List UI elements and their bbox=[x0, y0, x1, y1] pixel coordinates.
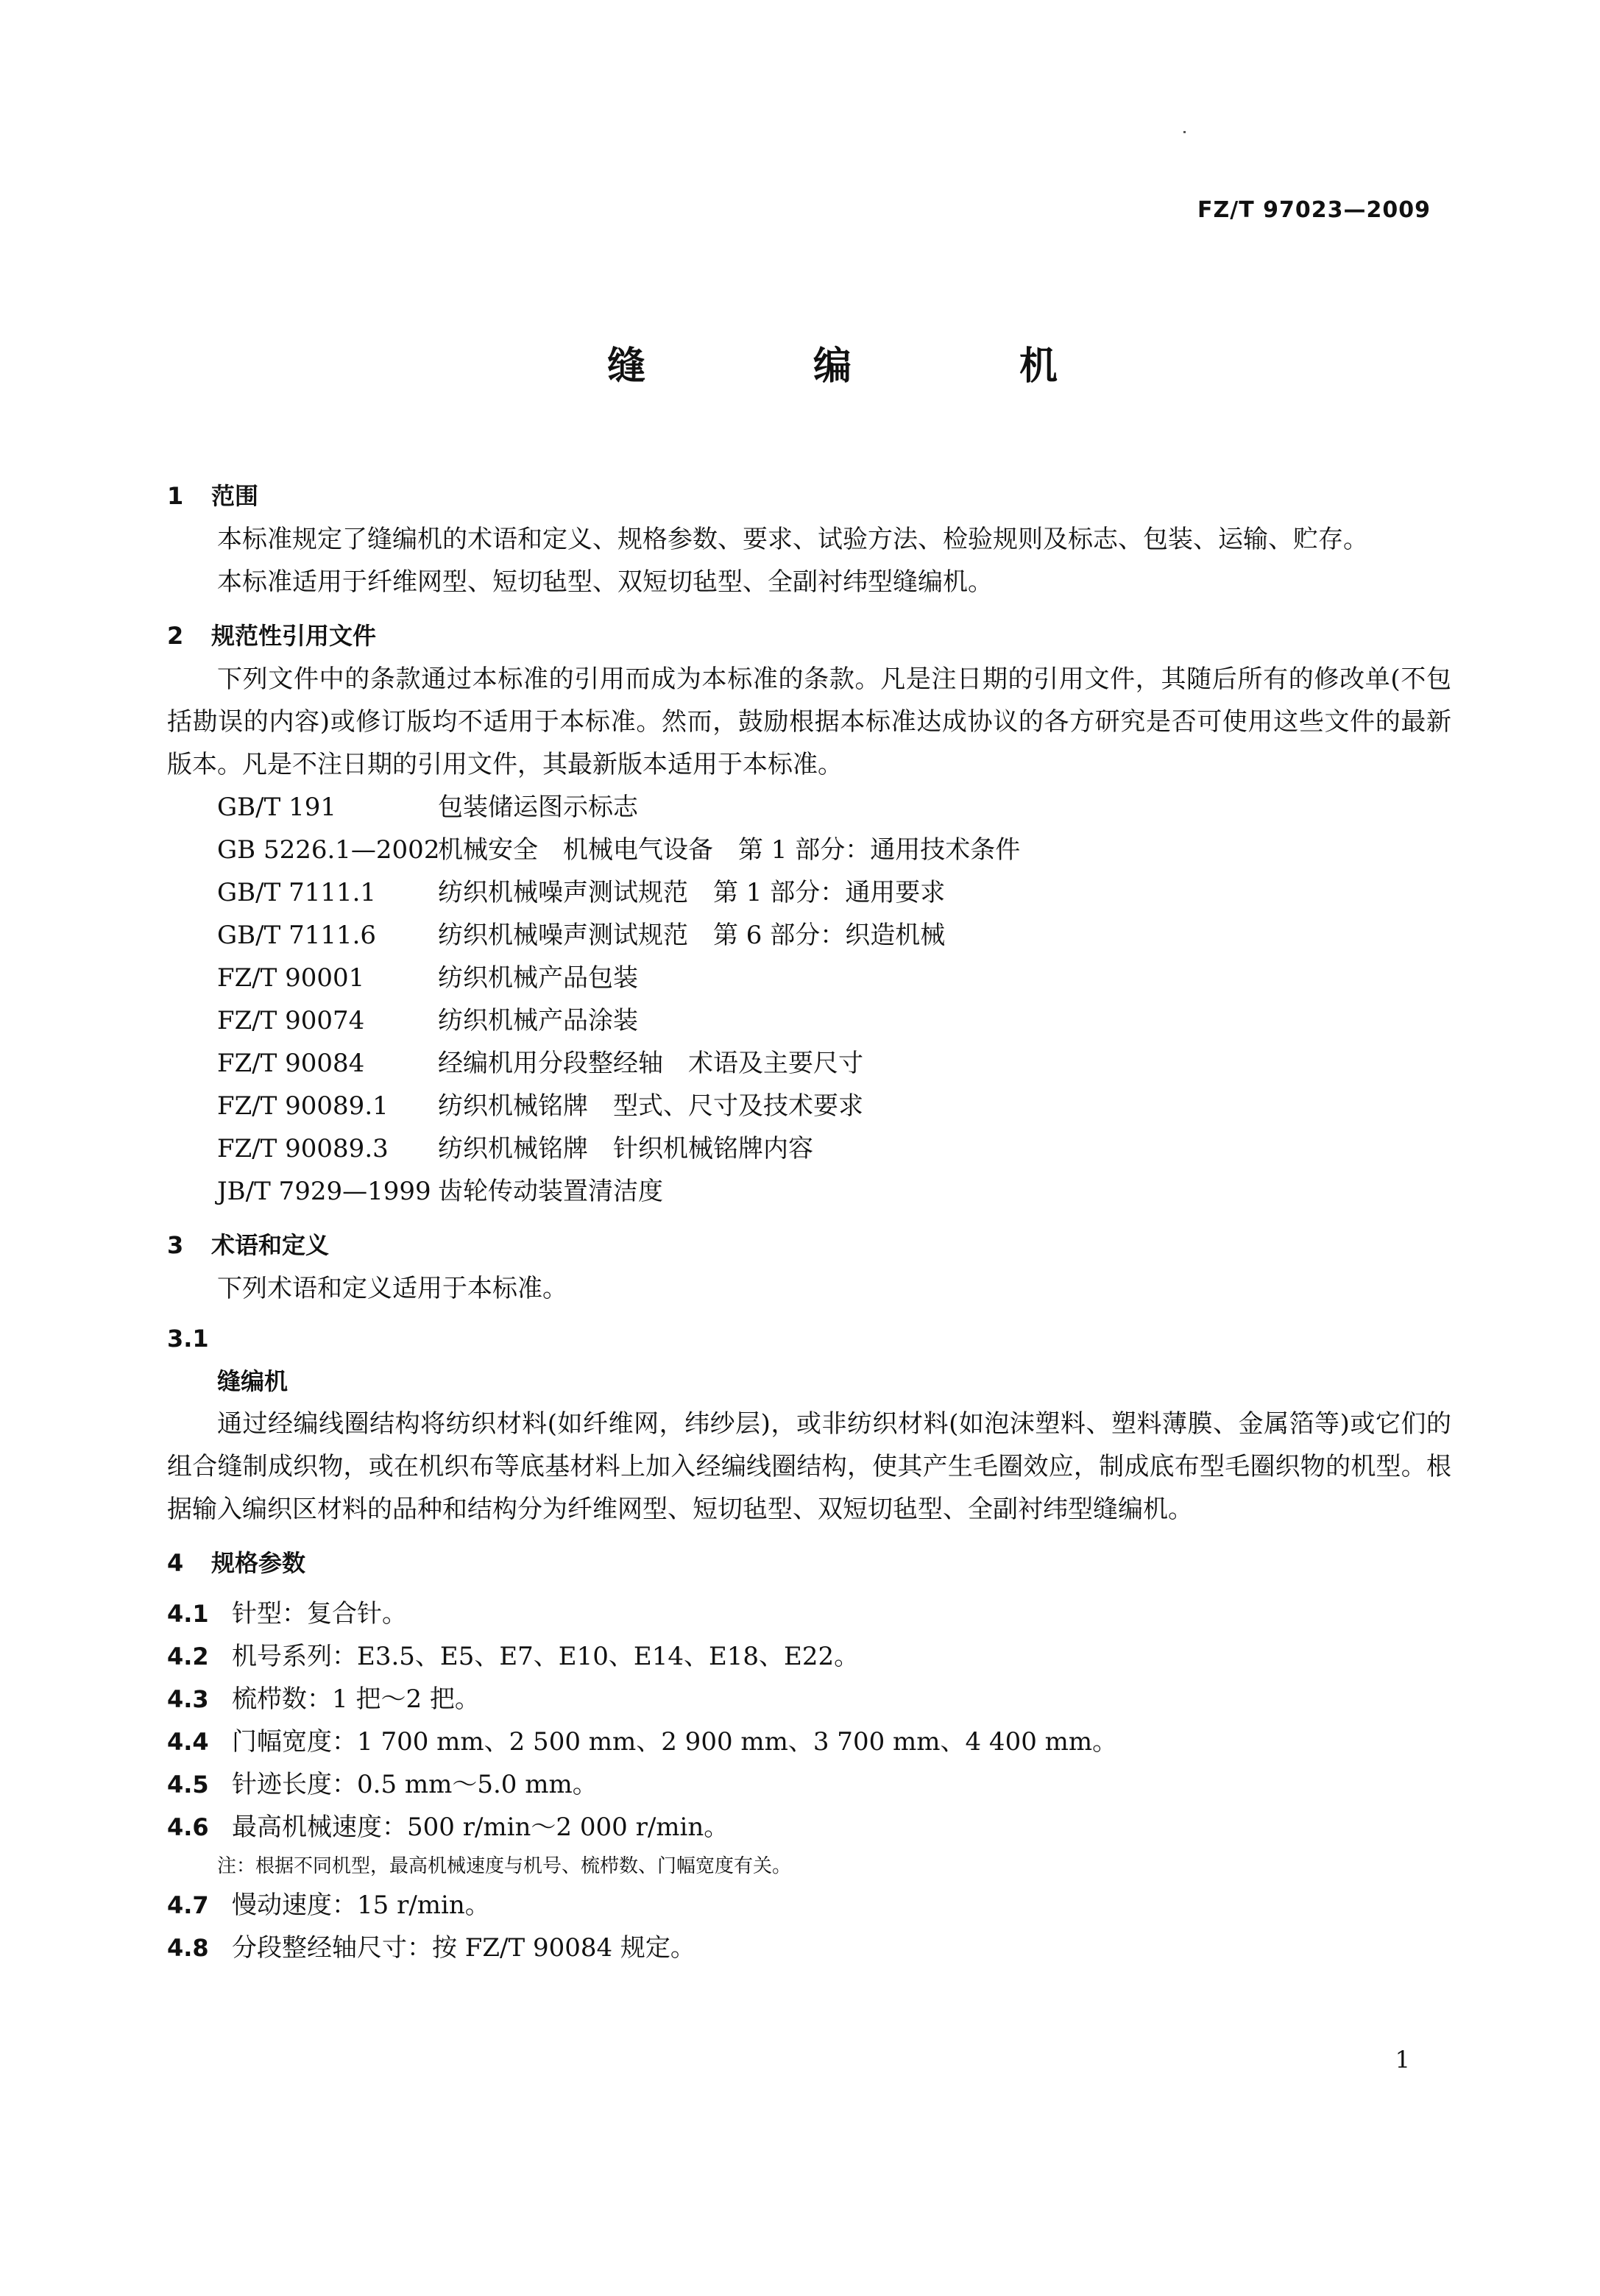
reference-code: FZ/T 90001 bbox=[217, 963, 365, 993]
reference-title: 包装储运图示标志 bbox=[438, 793, 638, 822]
spec-item bbox=[167, 1678, 1451, 1721]
spec-number: 4.4 bbox=[167, 1728, 209, 1756]
spec-text: 机号系列：E3.5、E5、E7、E10、E14、E18、E22。 bbox=[232, 1642, 860, 1671]
spec-item bbox=[167, 1592, 1451, 1635]
spec-text: 分段整经轴尺寸：按 FZ/T 90084 规定。 bbox=[232, 1933, 695, 1963]
section-number: 2 bbox=[167, 622, 184, 650]
reference-title: 齿轮传动装置清洁度 bbox=[438, 1177, 663, 1206]
document-title: 缝 编 机 bbox=[606, 344, 1122, 389]
standard-code: FZ/T 97023—2009 bbox=[1197, 197, 1431, 223]
spec-item bbox=[167, 1721, 1451, 1763]
reference-title: 纺织机械铭牌 型式、尺寸及技术要求 bbox=[438, 1091, 863, 1121]
spec-text: 门幅宽度：1 700 mm、2 500 mm、2 900 mm、3 700 mm、4 400 mm。 bbox=[232, 1727, 1118, 1757]
reference-code: GB/T 7111.1 bbox=[217, 878, 377, 907]
spec-text: 针型：复合针。 bbox=[232, 1599, 407, 1629]
spec-item bbox=[167, 1763, 1451, 1806]
reference-item bbox=[167, 957, 1451, 999]
spec-number: 4.5 bbox=[167, 1771, 209, 1799]
spec-number: 4.7 bbox=[167, 1891, 209, 1919]
spec-text: 梳栉数：1 把～2 把。 bbox=[232, 1684, 480, 1714]
spec-number: 4.1 bbox=[167, 1600, 209, 1628]
spec-text: 最高机械速度：500 r/min～2 000 r/min。 bbox=[232, 1813, 729, 1842]
definition-text: 通过经编线圈结构将纺织材料(如纤维网，纬纱层)，或非纺织材料(如泡沫塑料、塑料薄膜、金属箔等)或它们的组合缝制成织物，或在机织布等底基材料上加入经编线圈结构，使其产生毛圈效应，制成底布型毛圈织物的机型。根据输入编织区材料的品种和结构分为纤维网型、短切毡型、双短切毡型、全副衬纬型缝编机。 bbox=[167, 1409, 1451, 1524]
definition-number: 3.1 bbox=[167, 1325, 209, 1353]
spec-number: 4.3 bbox=[167, 1685, 209, 1713]
reference-title: 纺织机械噪声测试规范 第 1 部分：通用要求 bbox=[438, 878, 946, 907]
note: 注：根据不同机型，最高机械速度与机号、梳栉数、门幅宽度有关。 bbox=[217, 1855, 792, 1877]
reference-item bbox=[167, 1085, 1451, 1127]
section-number: 4 bbox=[167, 1549, 184, 1577]
section-number: 1 bbox=[167, 482, 184, 510]
spec-text: 慢动速度：15 r/min。 bbox=[232, 1891, 490, 1920]
spec-number: 4.2 bbox=[167, 1643, 209, 1670]
spec-text: 针迹长度：0.5 mm～5.0 mm。 bbox=[232, 1770, 598, 1799]
reference-code: JB/T 7929—1999 bbox=[217, 1177, 431, 1206]
reference-code: FZ/T 90084 bbox=[217, 1049, 365, 1078]
page-number: 1 bbox=[1395, 2046, 1410, 2074]
spec-item bbox=[167, 1927, 1451, 1969]
paragraph: 下列术语和定义适用于本标准。 bbox=[217, 1274, 567, 1303]
spec-item bbox=[167, 1806, 1451, 1849]
section-title: 范围 bbox=[211, 482, 259, 510]
spec-item bbox=[167, 1884, 1451, 1927]
spec-number: 4.6 bbox=[167, 1813, 209, 1841]
section-title: 术语和定义 bbox=[211, 1231, 330, 1259]
reference-item bbox=[167, 914, 1451, 957]
reference-title: 经编机用分段整经轴 术语及主要尺寸 bbox=[438, 1049, 863, 1078]
section-heading-4 bbox=[167, 1541, 1451, 1585]
reference-item bbox=[167, 1042, 1451, 1085]
spec-number: 4.8 bbox=[167, 1934, 209, 1962]
reference-item bbox=[167, 786, 1451, 829]
section-number: 3 bbox=[167, 1231, 184, 1259]
reference-item bbox=[167, 871, 1451, 914]
reference-item bbox=[167, 1127, 1451, 1170]
reference-title: 纺织机械产品涂装 bbox=[438, 1006, 638, 1035]
reference-code: GB 5226.1—2002 bbox=[217, 835, 440, 865]
definition-term: 缝编机 bbox=[217, 1367, 289, 1395]
reference-code: FZ/T 90074 bbox=[217, 1006, 365, 1035]
section-heading-2 bbox=[167, 614, 1451, 658]
section-heading-1 bbox=[167, 474, 1451, 518]
scan-speck bbox=[1183, 131, 1186, 133]
reference-title: 纺织机械铭牌 针织机械铭牌内容 bbox=[438, 1134, 813, 1163]
reference-item bbox=[167, 829, 1451, 871]
reference-title: 机械安全 机械电气设备 第 1 部分：通用技术条件 bbox=[438, 835, 1021, 865]
reference-code: FZ/T 90089.3 bbox=[217, 1134, 389, 1163]
reference-title: 纺织机械产品包装 bbox=[438, 963, 638, 993]
paragraph: 下列文件中的条款通过本标准的引用而成为本标准的条款。凡是注日期的引用文件，其随后所有的修改单(不包括勘误的内容)或修订版均不适用于本标准。然而，鼓励根据本标准达成协议的各方研究是否可使用这些文件的最新版本。凡是不注日期的引用文件，其最新版本适用于本标准。 bbox=[167, 665, 1451, 779]
reference-code: GB/T 191 bbox=[217, 793, 336, 822]
section-heading-3 bbox=[167, 1223, 1451, 1267]
reference-item bbox=[167, 999, 1451, 1042]
reference-title: 纺织机械噪声测试规范 第 6 部分：织造机械 bbox=[438, 921, 946, 950]
section-title: 规范性引用文件 bbox=[211, 622, 377, 650]
paragraph: 本标准适用于纤维网型、短切毡型、双短切毡型、全副衬纬型缝编机。 bbox=[217, 567, 993, 597]
reference-code: FZ/T 90089.1 bbox=[217, 1091, 389, 1121]
reference-code: GB/T 7111.6 bbox=[217, 921, 377, 950]
section-title: 规格参数 bbox=[211, 1549, 306, 1577]
paragraph: 本标准规定了缝编机的术语和定义、规格参数、要求、试验方法、检验规则及标志、包装、运输、贮存。 bbox=[217, 525, 1368, 554]
spec-item bbox=[167, 1635, 1451, 1678]
reference-item bbox=[167, 1170, 1451, 1213]
document-body bbox=[167, 464, 1451, 1969]
